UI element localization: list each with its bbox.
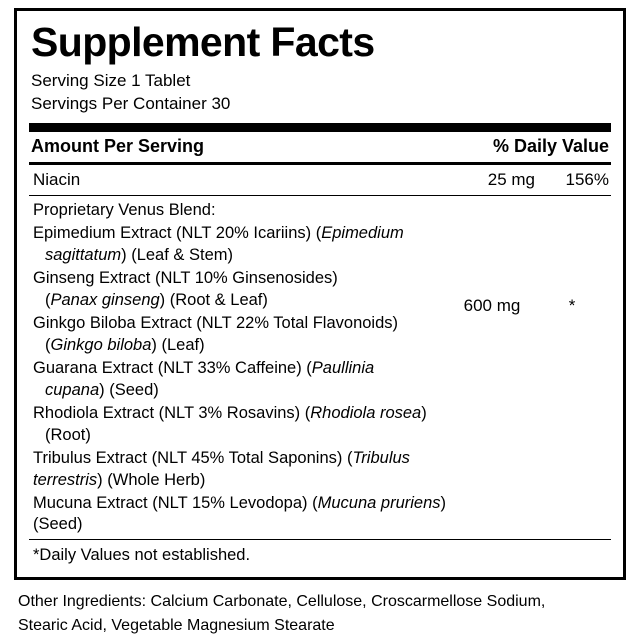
divider-thick-top	[29, 123, 611, 132]
ingredient-part: ) (Root & Leaf)	[159, 291, 268, 310]
ingredient-text: Ginkgo Biloba Extract (NLT 22% Total Flavonoids)	[33, 314, 399, 333]
ingredient-text: Guarana Extract (NLT 33% Caffeine) (	[33, 358, 312, 377]
proprietary-blend-row	[29, 196, 611, 539]
proprietary-blend-title: Proprietary Venus Blend:	[33, 201, 216, 220]
ingredient-continuation	[33, 380, 449, 402]
ingredient-latin: terrestris	[33, 470, 98, 489]
ingredient-paren: (	[45, 335, 51, 354]
list-item	[33, 403, 449, 447]
servings-per-container: Servings Per Container 30	[31, 93, 231, 113]
ingredient-continuation	[33, 425, 449, 447]
ingredient-text: Ginseng Extract (NLT 10% Ginsenosides)	[33, 269, 338, 288]
ingredient-paren: )	[421, 403, 427, 422]
ingredient-text: Tribulus Extract (NLT 45% Total Saponins) (	[33, 448, 353, 467]
ingredient-latin: Ginkgo biloba	[50, 335, 152, 354]
ingredient-latin: Rhodiola rosea	[310, 403, 422, 422]
header-percent-daily-value: % Daily Value	[492, 136, 609, 157]
ingredient-continuation	[33, 335, 449, 357]
nutrient-name: Niacin	[33, 170, 81, 190]
other-ingredients-line-1: Other Ingredients: Calcium Carbonate, Cellulose, Croscarmellose Sodium,	[18, 593, 546, 611]
list-item	[33, 493, 449, 537]
ingredient-part: ) (Whole Herb)	[97, 470, 206, 489]
list-item	[33, 313, 449, 357]
ingredient-latin: Panax ginseng	[50, 291, 160, 310]
nutrient-amount: 25 mg	[487, 170, 535, 190]
ingredient-part: ) (Seed)	[33, 493, 447, 534]
table-header-row	[29, 132, 611, 162]
ingredient-text: Epimedium Extract (NLT 20% Icariins) (	[33, 224, 322, 243]
serving-size: Serving Size 1 Tablet	[31, 71, 191, 91]
proprietary-blend-daily-value: *	[568, 296, 576, 316]
ingredient-latin: cupana	[45, 380, 100, 399]
ingredient-part: ) (Seed)	[99, 380, 159, 399]
proprietary-blend-amount: 600 mg	[463, 296, 521, 316]
list-item	[33, 223, 449, 267]
ingredient-continuation	[33, 471, 205, 489]
ingredient-latin: Mucuna pruriens	[317, 493, 441, 512]
ingredient-continuation	[33, 290, 449, 312]
proprietary-blend-ingredients	[33, 200, 449, 537]
list-item	[33, 358, 449, 402]
ingredient-latin: Tribulus	[352, 448, 410, 467]
ingredient-paren: (	[45, 291, 51, 310]
ingredient-continuation	[33, 245, 449, 267]
ingredient-part: (Root)	[45, 425, 91, 444]
ingredient-part: ) (Leaf)	[151, 335, 205, 354]
ingredient-text: Rhodiola Extract (NLT 3% Rosavins) (	[33, 403, 311, 422]
table-row	[29, 165, 611, 195]
other-ingredients-line-2: Stearic Acid, Vegetable Magnesium Stearate	[18, 616, 335, 634]
other-ingredients	[18, 590, 622, 636]
ingredient-latin: Epimedium	[321, 224, 404, 243]
panel-title: Supplement Facts	[31, 19, 375, 65]
ingredient-latin: Paullinia	[311, 358, 375, 377]
supplement-facts-panel	[14, 8, 626, 580]
list-item	[33, 448, 449, 492]
ingredient-part: ) (Leaf & Stem)	[121, 246, 233, 265]
ingredient-latin: sagittatum	[45, 246, 122, 265]
daily-value-footnote: *Daily Values not established.	[33, 546, 251, 565]
ingredient-text: Mucuna Extract (NLT 15% Levodopa)	[33, 493, 308, 512]
header-amount-per-serving: Amount Per Serving	[31, 136, 205, 157]
list-item	[33, 268, 449, 312]
ingredient-paren: (	[312, 493, 318, 512]
nutrient-daily-value: 156%	[565, 170, 609, 190]
